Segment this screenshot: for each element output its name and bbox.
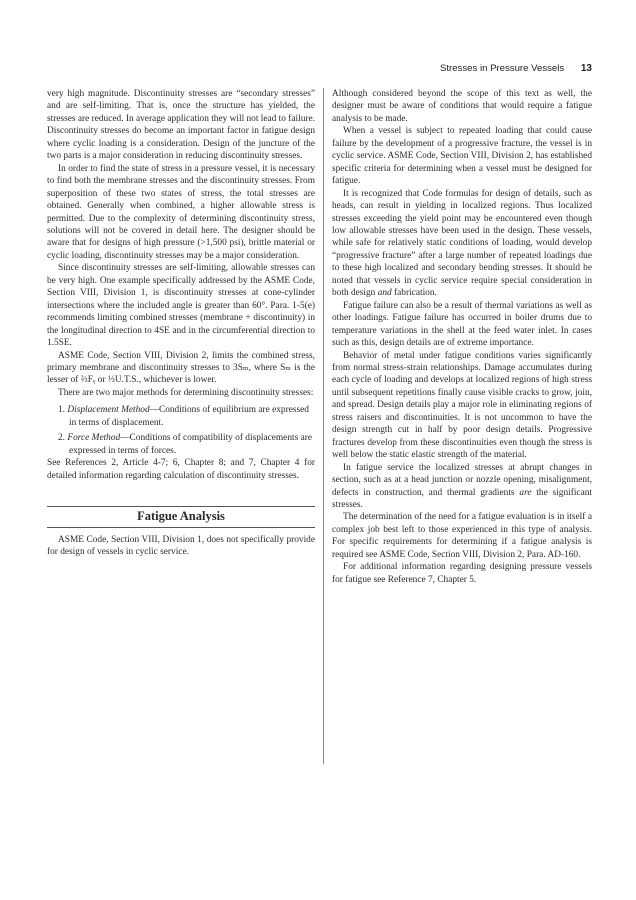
list-number: 1. [58,405,66,416]
right-paragraph-2: When a vessel is subject to repeated loading that could cause failure by the development of a progressive fracture, the vessel is in cyclic service. ASME Code, Section VIII, Division 2, has established specific criteria for determining when a vessel must be designed for fatigue. [332,126,592,187]
emphasis: and [377,288,392,299]
right-paragraph-1: Although considered beyond the scope of this text as well, the designer must be aware of conditions that would require a fatigue analysis to be made. [332,89,592,124]
list-term: Force Method [67,433,121,444]
column-divider [323,88,324,764]
left-paragraph-1: very high magnitude. Discontinuity stresses are “secondary stresses” and are self-limiting. That is, once the structure has yielded, the stresses are reduced. In average application they will not lead to failure. Discontinuity stresses do become an important factor in fatigue design where cyclic loading is a consideration. Design of the juncture of the two parts is a major consideration in reducing discontinuity stresses. [47,89,316,162]
right-paragraph-6-text: In fatigue service the localized stresses at abrupt changes in section, such as at a head junction or nozzle opening, misalignment, defects in construction, and thermal gradients [332,462,592,498]
section-heading [47,506,315,527]
left-paragraph-2: In order to find the state of stress in a pressure vessel, it is necessary to find both the membrane stresses and the discontinuity stresses. From superposition of these two states of stress, the total stresses are obtained. Generally when combined, a higher allowable stress is permitted. Due to the complexity of determining discontinuity stress, solutions will not be covered in detail here. The designer should be aware that for designs of high pressure (>1,500 psi), brittle material or cyclic loading, discontinuity stresses may be a major consideration. [47,163,315,261]
right-paragraph-7: The determination of the need for a fatigue evaluation is in itself a complex job best left to those experienced in this type of analysis. For specific requirements for determining if a fatigue analysis is required see ASME Code, Section VIII, Division 2, Para. AD-160. [332,512,592,560]
right-column [332,88,592,586]
right-paragraph-3-tail: fabrication. [394,288,437,299]
left-column [47,88,315,558]
left-paragraph-7: ASME Code, Section VIII, Division 1, does not specifically provide for design of vessels in cyclic service. [47,534,315,557]
right-paragraph-3 [332,188,592,300]
section-title: Fatigue Analysis [137,509,225,524]
list-item [47,404,315,429]
right-paragraph-4: Fatigue failure can also be a result of thermal variations as well as other loadings. Fatigue failure has occurred in boiler drums due to temperature variations in the shell at the feed water inlet. In cases such as this, design details are of extreme importance. [332,300,592,349]
right-paragraph-5: Behavior of metal under fatigue conditions varies significantly from normal stress-strain relationships. Damage accumulates during each cycle of loading and develops at localized regions of high stress until subsequent repetitions finally cause visible cracks to grow, join, and spread. Design details play a major role in eliminating regions of stress raisers and discontinuities. It is not uncommon to have the design strength cut in half by poor design details. Progressive fractures develop from these discontinuities even though the stress is well below the static elastic strength of the material. [332,350,592,461]
left-paragraph-5: There are two major methods for determining discontinuity stresses: [58,387,314,398]
page-number: 13 [580,63,592,74]
methods-list [47,404,315,457]
left-paragraph-4: ASME Code, Section VIII, Division 2, limits the combined stress, primary membrane and discontinuity stresses to 3Sₘ, where Sₘ is the lesser of ⅔Fᵧ or ⅓U.T.S., whichever is lower. [47,350,315,386]
list-item [47,432,315,457]
emphasis: are [519,487,532,498]
right-paragraph-6-tail: the significant stresses. [332,487,592,510]
left-paragraph-6: See References 2, Article 4-7; 6, Chapter 8; and 7, Chapter 4 for detailed information regarding calculation of discontinuity stresses. [47,458,315,481]
right-paragraph-3-text: It is recognized that Code formulas for design of details, such as heads, can result in yielding in localized regions. Thus localized stresses exceeding the yield point may be encountered even though low allowable stresses have been used in the design. These vessels, while safe for relatively static conditions of loading, would develop “progressive fracture” after a large number of repeated loadings due to these high localized and secondary bending stresses. It should be noted that vessels in cyclic service require special consideration in both design [332,188,592,299]
list-term: Displacement Method [67,405,150,416]
right-paragraph-8: For additional information regarding designing pressure vessels for fatigue see Reference 7, Chapter 5. [332,562,592,585]
left-paragraph-3: Since discontinuity stresses are self-limiting, allowable stresses can be very high. One example specifically addressed by the ASME Code, Section VIII, Division 1, is discontinuity stresses at cone-cylinder intersections where the included angle is greater than 60°. Para. 1-5(e) recommends limiting combined stresses (membrane + discontinuity) in the longitudinal direction to 4SE and in the circumferential direction to 1.5SE. [47,263,315,349]
running-title: Stresses in Pressure Vessels [439,63,565,74]
list-text: —Conditions of compatibility of displacements are expressed in terms of forces. [69,433,312,456]
right-paragraph-6 [332,462,592,512]
list-number: 2. [58,433,66,444]
running-header [440,63,592,74]
list-text: —Conditions of equilibrium are expressed in terms of displacement. [69,405,309,428]
